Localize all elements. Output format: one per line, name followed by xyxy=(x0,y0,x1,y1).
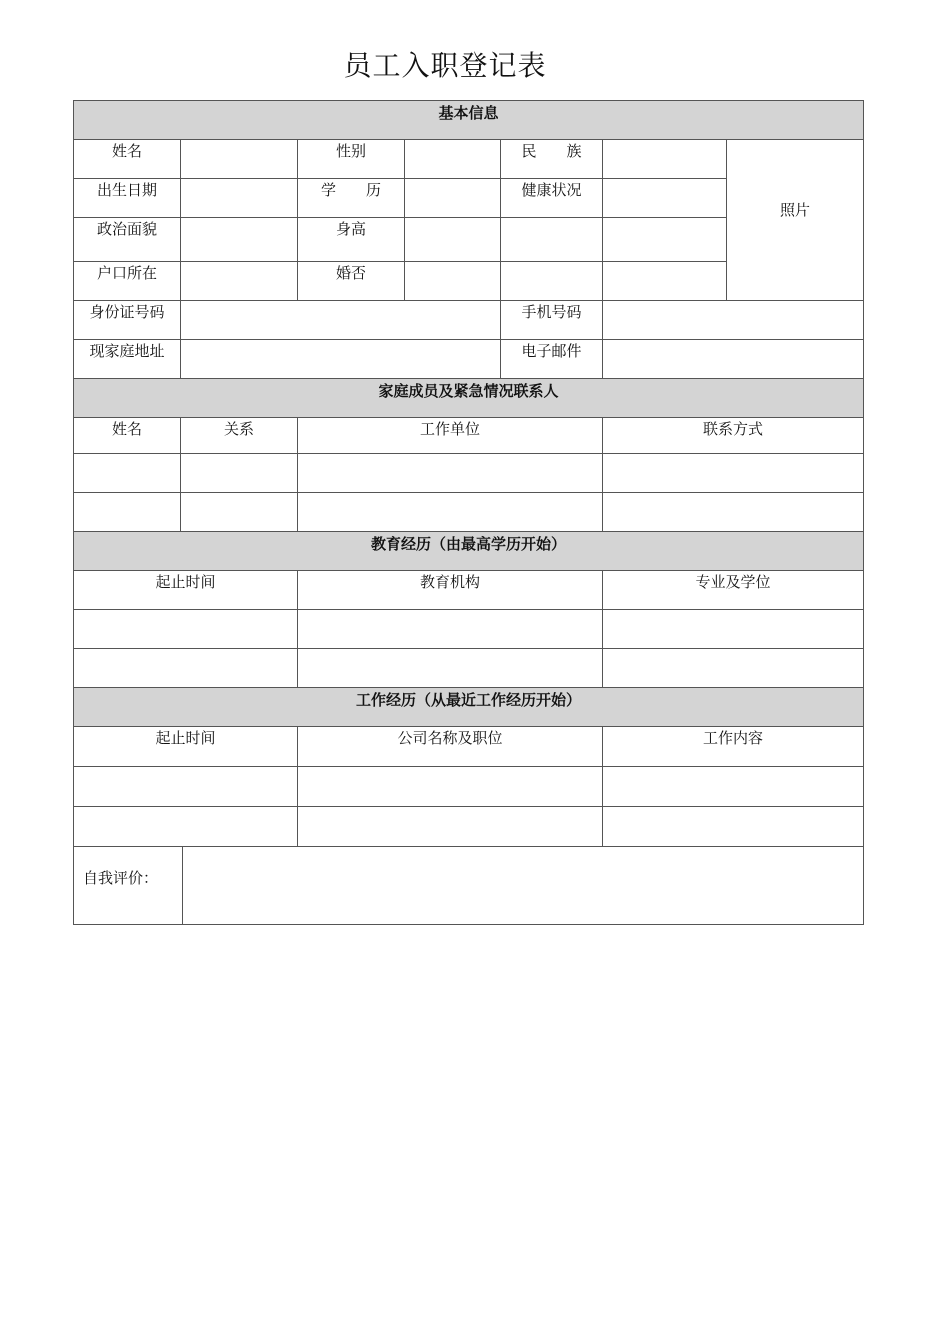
label-email: 电子邮件 xyxy=(501,340,603,379)
header-family-contact: 联系方式 xyxy=(603,418,864,454)
blank-cell[interactable] xyxy=(603,218,727,262)
family-cell[interactable] xyxy=(603,454,864,493)
registration-form xyxy=(73,100,864,925)
photo-box[interactable]: 照片 xyxy=(727,140,864,301)
label-phone: 手机号码 xyxy=(501,301,603,340)
label-birth-date: 出生日期 xyxy=(74,179,181,218)
table-row xyxy=(74,767,864,807)
field-address[interactable] xyxy=(181,340,501,379)
page-title: 员工入职登记表 xyxy=(343,49,547,82)
header-work-content: 工作内容 xyxy=(603,727,864,767)
work-cell[interactable] xyxy=(603,807,864,847)
table-row xyxy=(74,610,864,649)
family-cell[interactable] xyxy=(74,454,181,493)
table-row xyxy=(74,807,864,847)
label-political-status: 政治面貌 xyxy=(74,218,181,262)
field-marital[interactable] xyxy=(405,262,501,301)
field-id-number[interactable] xyxy=(181,301,501,340)
section-education: 教育经历（由最高学历开始） xyxy=(74,532,864,571)
header-family-employer: 工作单位 xyxy=(298,418,603,454)
family-cell[interactable] xyxy=(603,493,864,532)
field-height[interactable] xyxy=(405,218,501,262)
field-ethnicity[interactable] xyxy=(603,140,727,179)
family-cell[interactable] xyxy=(74,493,181,532)
field-email[interactable] xyxy=(603,340,864,379)
header-work-company: 公司名称及职位 xyxy=(298,727,603,767)
blank-cell[interactable] xyxy=(603,262,727,301)
field-name[interactable] xyxy=(181,140,298,179)
education-cell[interactable] xyxy=(603,610,864,649)
header-edu-institution: 教育机构 xyxy=(298,571,603,610)
label-hukou: 户口所在 xyxy=(74,262,181,301)
label-health: 健康状况 xyxy=(501,179,603,218)
education-cell[interactable] xyxy=(298,610,603,649)
header-work-period: 起止时间 xyxy=(74,727,298,767)
blank-cell[interactable] xyxy=(501,262,603,301)
field-phone[interactable] xyxy=(603,301,864,340)
education-cell[interactable] xyxy=(298,649,603,688)
family-cell[interactable] xyxy=(181,493,298,532)
blank-cell[interactable] xyxy=(501,218,603,262)
work-cell[interactable] xyxy=(74,807,298,847)
section-work: 工作经历（从最近工作经历开始） xyxy=(74,688,864,727)
section-basic-info: 基本信息 xyxy=(74,101,864,140)
label-self-evaluation: 自我评价： xyxy=(74,847,183,925)
education-cell[interactable] xyxy=(74,610,298,649)
table-row xyxy=(74,649,864,688)
label-id-number: 身份证号码 xyxy=(74,301,181,340)
field-political-status[interactable] xyxy=(181,218,298,262)
education-cell[interactable] xyxy=(74,649,298,688)
field-birth-date[interactable] xyxy=(181,179,298,218)
work-cell[interactable] xyxy=(298,767,603,807)
family-cell[interactable] xyxy=(181,454,298,493)
field-hukou[interactable] xyxy=(181,262,298,301)
section-family: 家庭成员及紧急情况联系人 xyxy=(74,379,864,418)
education-cell[interactable] xyxy=(603,649,864,688)
header-family-name: 姓名 xyxy=(74,418,181,454)
family-cell[interactable] xyxy=(298,493,603,532)
label-height: 身高 xyxy=(298,218,405,262)
label-education: 学 历 xyxy=(298,179,405,218)
field-health[interactable] xyxy=(603,179,727,218)
field-gender[interactable] xyxy=(405,140,501,179)
label-marital: 婚否 xyxy=(298,262,405,301)
family-cell[interactable] xyxy=(298,454,603,493)
table-row xyxy=(74,454,864,493)
field-education[interactable] xyxy=(405,179,501,218)
work-cell[interactable] xyxy=(298,807,603,847)
header-family-relation: 关系 xyxy=(181,418,298,454)
work-cell[interactable] xyxy=(603,767,864,807)
table-row xyxy=(74,493,864,532)
header-edu-period: 起止时间 xyxy=(74,571,298,610)
label-name: 姓名 xyxy=(74,140,181,179)
label-gender: 性别 xyxy=(298,140,405,179)
label-ethnicity: 民 族 xyxy=(501,140,603,179)
label-address: 现家庭地址 xyxy=(74,340,181,379)
work-cell[interactable] xyxy=(74,767,298,807)
header-edu-major: 专业及学位 xyxy=(603,571,864,610)
field-self-evaluation[interactable] xyxy=(183,847,864,925)
